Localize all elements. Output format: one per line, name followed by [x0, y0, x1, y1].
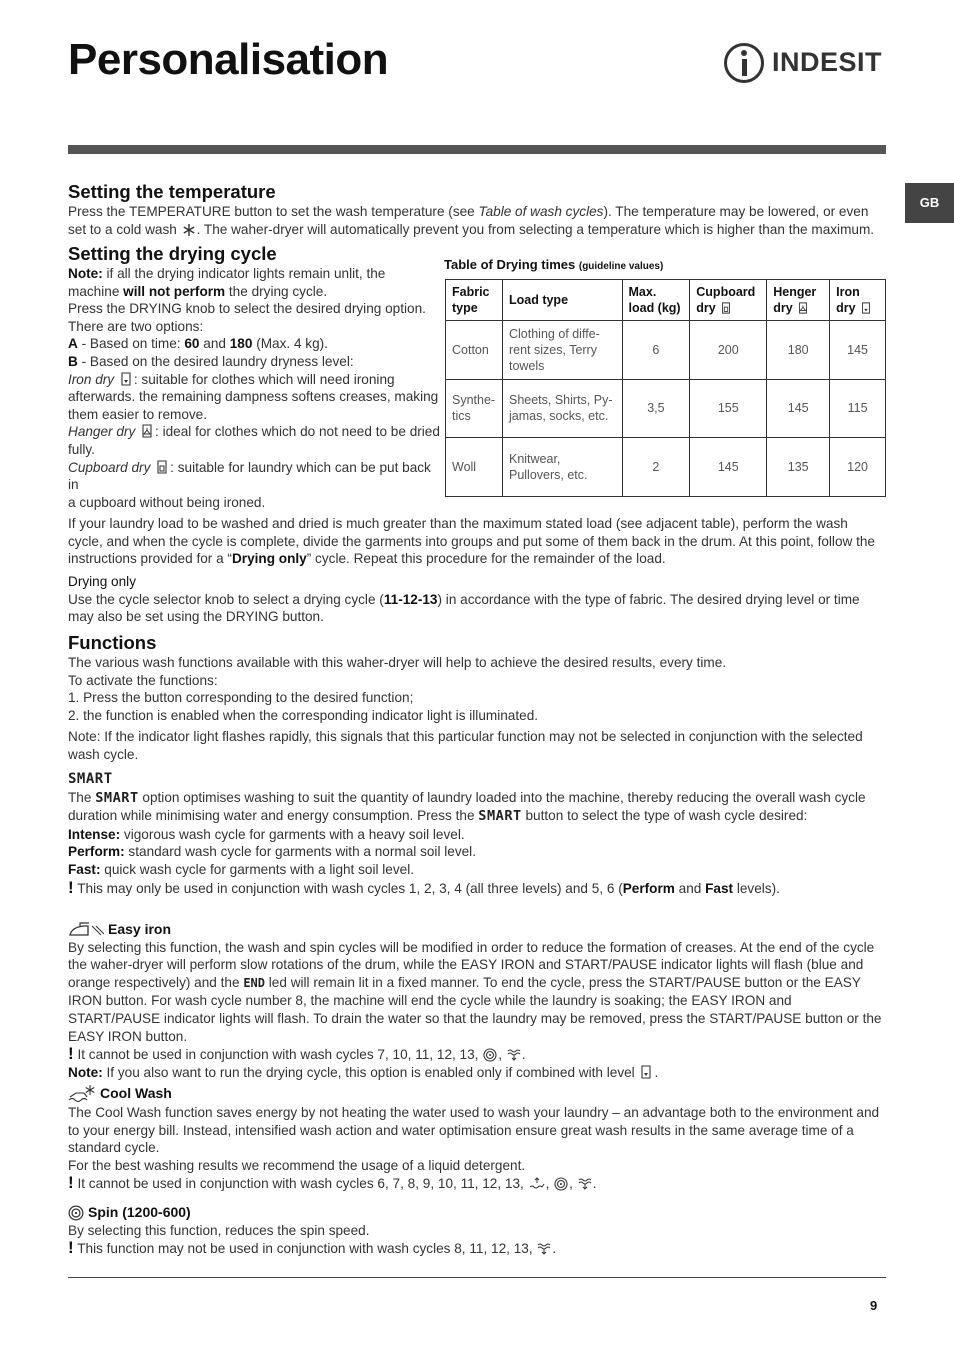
table-cell: 135	[767, 438, 830, 497]
table-cell: 145	[690, 438, 767, 497]
easy-iron-note: Note: If you also want to run the drying cycle, this option is enabled only if combined with level .	[68, 1064, 659, 1080]
logo-i-icon	[724, 43, 764, 83]
warning-icon: !	[68, 1044, 74, 1064]
functions-activate: To activate the functions:	[68, 672, 218, 688]
temperature-text: Press the TEMPERATURE button to set the wash temperature (see Table of wash cycles). The temperature may be lowered, or even set to a cold wash . The waher-dryer will automatically prevent you from selecting a temperature which is higher than the maximum.	[68, 204, 875, 237]
large-load-text: If your laundry load to be washed and dried is much greater than the maximum stated load (see adjacent table), perform the wash cycle, and when the cycle is complete, divide the garments into groups and put some of them back in the drum. At this point, follow the instructions provided for a “Drying only” cycle. Repeat this procedure for the remainder of the load.	[68, 516, 875, 567]
temperature-section	[68, 181, 886, 238]
cool-wash-heading: Cool Wash	[68, 1084, 886, 1104]
easy-iron-section	[68, 921, 886, 1081]
spin-section	[68, 1204, 886, 1258]
smart-warning: ! This may only be used in conjunction with wash cycles 1, 2, 3, 4 (all three levels) and 5, 6 (Perform and Fast levels).	[68, 877, 780, 897]
drying-only-heading: Drying only	[68, 574, 136, 589]
smart-fast: Fast: quick wash cycle for garments with a light soil level.	[68, 861, 415, 877]
table-row	[446, 438, 886, 497]
smart-section	[68, 771, 886, 897]
drying-table-title: Table of Drying times (guideline values)	[444, 257, 664, 272]
column-header: Cupboard dry	[690, 280, 767, 321]
iron-dry-icon	[639, 1064, 653, 1080]
smart-perform: Perform: standard wash cycle for garments with a normal soil level.	[68, 844, 476, 860]
cool-wash-text: The Cool Wash function saves energy by not heating the water used to wash your laundry – an advantage both to the environment and to your energy bill. Instead, intensified wash action and water optimisation ensure great wash results in the same average time of a standard cycle.	[68, 1105, 880, 1156]
table-cell: 200	[690, 321, 767, 380]
drying-section	[68, 243, 440, 511]
table-cell: Knitwear, Pullovers, etc.	[502, 438, 622, 497]
drying-note: Note: if all the drying indicator lights remain unlit, the machine will not perform the drying cycle.	[68, 266, 386, 299]
drying-times-table	[445, 279, 886, 497]
smart-intense: Intense: vigorous wash cycle for garments with a heavy soil level.	[68, 826, 465, 842]
hanger-dry-icon	[140, 423, 154, 439]
snowflake-icon	[182, 223, 196, 237]
cupboard-dry-text: Cupboard dry : suitable for laundry which can be put back in	[68, 459, 431, 493]
drain-icon	[507, 1048, 521, 1062]
drying-option-a: A - Based on time: 60 and 180 (Max. 4 kg).	[68, 336, 328, 352]
page-number: 9	[870, 1298, 878, 1313]
functions-intro: The various wash functions available with this waher-dryer will help to achieve the desired results, every time.	[68, 655, 727, 670]
brand-name: INDESIT	[772, 47, 883, 78]
cool-wash-icon	[68, 1084, 96, 1104]
temperature-heading: Setting the temperature	[68, 181, 276, 202]
warning-icon: !	[68, 877, 74, 897]
drain-icon	[537, 1242, 551, 1256]
cupboard-dry-text-2: a cupboard without being ironed.	[68, 494, 266, 510]
drying-only-text: Use the cycle selector knob to select a drying cycle (11-12-13) in accordance with the type of fabric. The desired drying level or time may also be set using the DRYING button.	[68, 591, 860, 625]
spin-text: By selecting this function, reduces the spin speed.	[68, 1222, 370, 1238]
table-cell: Cotton	[446, 321, 503, 380]
page-title: Personalisation	[68, 35, 389, 84]
table-header-row	[446, 280, 886, 321]
drain-icon	[578, 1177, 592, 1191]
easy-iron-icon	[68, 922, 104, 938]
spin-warning: ! This function may not be used in conjunction with wash cycles 8, 11, 12, 13, .	[68, 1238, 557, 1258]
table-row	[446, 321, 886, 380]
end-led-label: END	[243, 975, 265, 990]
smart-heading	[68, 771, 886, 789]
smart-logo-icon: SMART	[68, 771, 113, 787]
hanger-dry-text: Hanger dry : ideal for clothes which do not need to be dried fully.	[68, 424, 440, 457]
cool-wash-warning: ! It cannot be used in conjunction with wash cycles 6, 7, 8, 9, 10, 11, 12, 13, , , .	[68, 1173, 597, 1193]
language-tab: GB	[905, 183, 954, 223]
column-header: Henger dry	[767, 280, 830, 321]
functions-heading: Functions	[68, 632, 157, 653]
warning-icon: !	[68, 1238, 74, 1258]
functions-step-1: 1. Press the button corresponding to the desired function;	[68, 690, 414, 706]
functions-note: Note: If the indicator light flashes rapidly, this signals that this particular function may not be selected in conjunction with the selected wash cycle.	[68, 729, 863, 762]
table-cell: 120	[830, 438, 886, 497]
table-cell: 115	[830, 379, 886, 438]
table-cell: 155	[690, 379, 767, 438]
table-cell: 145	[830, 321, 886, 380]
column-header: Max. load (kg)	[622, 280, 690, 321]
table-cell: Woll	[446, 438, 503, 497]
column-header: Load type	[502, 280, 622, 321]
functions-step-2: 2. the function is enabled when the corresponding indicator light is illuminated.	[68, 707, 539, 723]
table-cell: 145	[767, 379, 830, 438]
rinse-icon	[529, 1177, 545, 1191]
drying-only-section	[68, 573, 886, 626]
footer-divider	[68, 1277, 886, 1278]
warning-icon: !	[68, 1173, 74, 1193]
easy-iron-text: By selecting this function, the wash and spin cycles will be modified in order to reduce the formation of creases. At the end of the cycle the waher-dryer will perform slow rotations of the drum, while the EASY IRON and START/PAUSE indicator lights will flash (blue and orange respectively) and the END led will remain lit in a fixed manner. To end the cycle, press the START/PAUSE button or the EASY IRON button. For wash cycle number 8, the machine will end the cycle while the laundry is soaking; the EASY IRON and START/PAUSE indicator lights will flash. To drain the water so that the laundry may be removed, press the START/PAUSE button or the EASY IRON button.	[68, 939, 882, 1044]
drying-option-b: B - Based on the desired laundry dryness level:	[68, 353, 354, 369]
functions-section	[68, 632, 886, 764]
drying-heading: Setting the drying cycle	[68, 243, 277, 264]
column-header: Fabric type	[446, 280, 503, 321]
indesit-logo	[724, 42, 888, 84]
cupboard-dry-icon	[720, 301, 732, 315]
table-row	[446, 379, 886, 438]
cool-wash-detergent: For the best washing results we recommend the usage of a liquid detergent.	[68, 1157, 526, 1173]
header-divider	[68, 145, 886, 154]
hanger-dry-icon	[797, 301, 809, 315]
cupboard-dry-icon	[155, 459, 169, 475]
iron-dry-text: Iron dry : suitable for clothes which will need ironing afterwards. the remaining dampness softens creases, making them easier to remove.	[68, 371, 439, 422]
spin-heading: Spin (1200-600)	[68, 1204, 886, 1222]
smart-text: The SMART option optimises washing to suit the quantity of laundry loaded into the machine, thereby reducing the overall wash cycle duration while minimising water and energy consumption. Press the SMART button to select the type of wash cycle desired:	[68, 789, 866, 825]
table-cell: Synthe-tics	[446, 379, 503, 438]
table-cell: 2	[622, 438, 690, 497]
spin-icon	[68, 1205, 84, 1221]
easy-iron-warning: ! It cannot be used in conjunction with wash cycles 7, 10, 11, 12, 13, , .	[68, 1044, 526, 1064]
spin-icon	[554, 1177, 568, 1191]
column-header: Iron dry	[830, 280, 886, 321]
iron-dry-icon	[860, 301, 872, 315]
iron-dry-icon	[119, 371, 133, 387]
cool-wash-section	[68, 1084, 886, 1193]
table-cell: Sheets, Shirts, Py-jamas, socks, etc.	[502, 379, 622, 438]
easy-iron-heading: Easy iron	[68, 921, 886, 939]
table-cell: Clothing of diffe-rent sizes, Terry towels	[502, 321, 622, 380]
drying-press: Press the DRYING knob to select the desired drying option. There are two options:	[68, 301, 426, 334]
table-cell: 180	[767, 321, 830, 380]
table-cell: 3,5	[622, 379, 690, 438]
large-load-section	[68, 515, 886, 568]
spin-icon	[483, 1048, 497, 1062]
table-cell: 6	[622, 321, 690, 380]
